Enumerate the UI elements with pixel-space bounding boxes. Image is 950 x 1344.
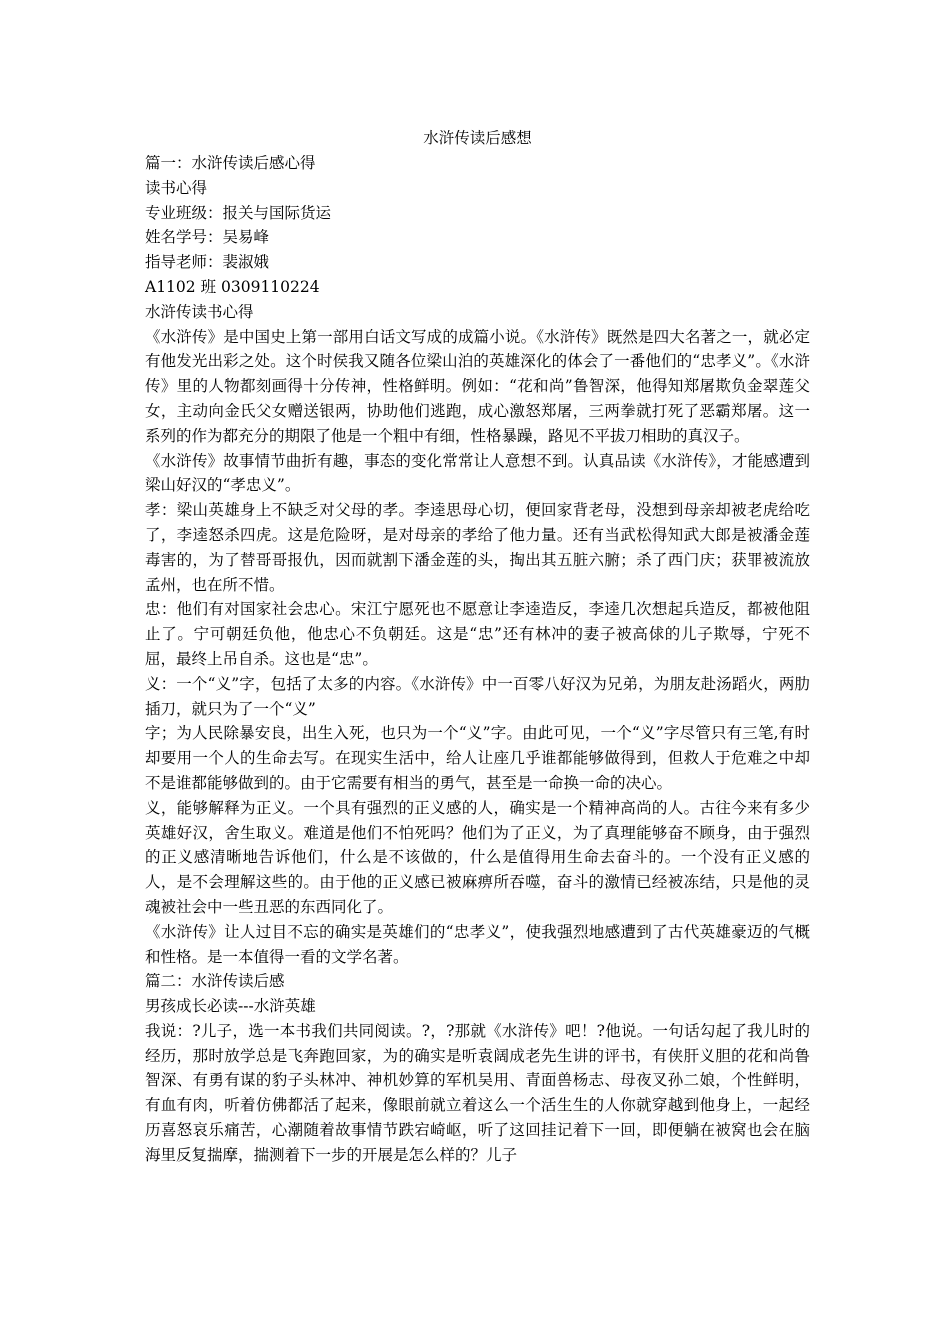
document-page	[145, 127, 810, 1168]
document-title: 水浒传读后感想	[423, 129, 532, 147]
body-paragraph: 义：一个“义”字，包括了太多的内容。《水浒传》中一百零八好汉为兄弟，为朋友赴汤蹈火，两肋插刀，就只为了一个“义”	[145, 674, 810, 718]
body-paragraph: 《水浒传》是中国史上第一部用白话文写成的成篇小说。《水浒传》既然是四大名著之一，就必定有他发光出彩之处。这个时侯我又随各位梁山泊的英雄深化的体会了一番他们的“忠孝义”。《水浒传》里的人物都刻画得十分传神，性格鲜明。例如：“花和尚”鲁智深，他得知郑屠欺负金翠莲父女，主动向金氏父女赠送银两，协助他们逃跑，成心激怒郑屠，三两拳就打死了恶霸郑屠。这一系列的作为都充分的期限了他是一个粗中有细，性格暴躁，路见不平拔刀相助的真汉子。	[145, 327, 810, 445]
class-number-line: A1102 班 0309110224	[145, 277, 320, 296]
body-paragraph: 《水浒传》故事情节曲折有趣，事态的变化常常让人意想不到。认真品读《水浒传》，才能感遭到梁山好汉的“孝忠义”。	[145, 451, 810, 495]
advisor-line: 指导老师：裴淑娥	[145, 253, 270, 272]
body-paragraph: 孝：梁山英雄身上不缺乏对父母的孝。李逵思母心切，便回家背老母，没想到母亲却被老虎给吃了，李逵怒杀四虎。这是危险呀，是对母亲的孝给了他力量。还有当武松得知武大郎是被潘金莲毒害的，为了替哥哥报仇，因而就割下潘金莲的头，掏出其五脏六腑；杀了西门庆；获罪被流放孟州，也在所不惜。	[145, 501, 810, 594]
body-paragraph: 字；为人民除暴安良，出生入死，也只为一个“义”字。由此可见，一个“义”字尽管只有三笔,有时却要用一个人的生命去写。在现实生活中，给人让座几乎谁都能够做得到，但救人于危难之中却不是谁都能够做到的。由于它需要有相当的勇气，甚至是一命换一命的决心。	[145, 724, 810, 792]
major-class-line: 专业班级：报关与国际货运	[145, 203, 332, 222]
body-paragraph: 我说：?儿子，选一本书我们共同阅读。?，?那就《水浒传》吧！?他说。一句话勾起了我儿时的经历，那时放学总是飞奔跑回家，为的确实是听袁阔成老先生讲的评书，有侠肝义胆的花和尚鲁智深、有勇有谋的豹子头林冲、神机妙算的军机吴用、青面兽杨志、母夜叉孙二娘，个性鲜明，有血有肉，听着仿佛都活了起来，像眼前就立着这么一个活生生的人你就穿越到他身上，一起经历喜怒哀乐痛苦，心潮随着故事情节跌宕崎岖，听了这回挂记着下一回，即便躺在被窝也会在脑海里反复揣摩，揣测着下一步的开展是怎么样的？儿子	[145, 1021, 810, 1164]
section2-heading: 篇二：水浒传读后感	[145, 972, 285, 991]
essay-heading: 水浒传读书心得	[145, 302, 254, 321]
section1-heading: 篇一：水浒传读后感心得	[145, 154, 316, 172]
body-paragraph: 义，能够解释为正义。一个具有强烈的正义感的人，确实是一个精神高尚的人。古往今来有多少英雄好汉，舍生取义。难道是他们不怕死吗？他们为了正义，为了真理能够奋不顾身，由于强烈的正义感清晰地告诉他们，什么是不该做的，什么是值得用生命去奋斗的。一个没有正义感的人，是不会理解这些的。由于他的正义感已被麻痹所吞噬，奋斗的激情已经被冻结，只是他的灵魂被社会中一些丑恶的东西同化了。	[145, 798, 810, 916]
body-paragraph: 《水浒传》让人过目不忘的确实是英雄们的“忠孝义”，使我强烈地感遭到了古代英雄豪迈的气概和性格。是一本值得一看的文学名著。	[145, 922, 810, 966]
section2-subtitle: 男孩成长必读---水浒英雄	[145, 997, 316, 1016]
subtitle-line: 读书心得	[145, 178, 208, 197]
name-id-line: 姓名学号：吴易峰	[145, 228, 270, 247]
body-paragraph: 忠：他们有对国家社会忠心。宋江宁愿死也不愿意让李逵造反，李逵几次想起兵造反，都被他阻止了。宁可朝廷负他，他忠心不负朝廷。这是“忠”还有林冲的妻子被高俅的儿子欺辱，宁死不屈，最终上吊自杀。这也是“忠”。	[145, 600, 810, 668]
